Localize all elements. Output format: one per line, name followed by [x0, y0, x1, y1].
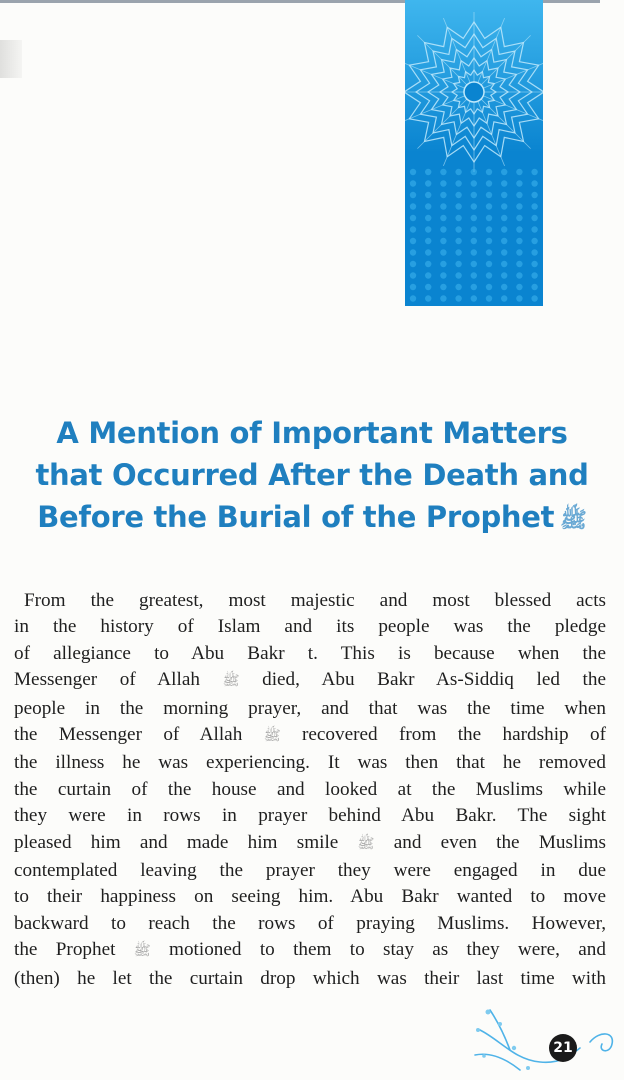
title-line: A Mention of Important Matters [56, 416, 568, 450]
line-text: the Prophet [14, 939, 134, 961]
paragraph-line: they were in rows in prayer behind Abu Bakr. The sight [14, 805, 606, 827]
line-text: recovered from the hardship of [280, 724, 606, 746]
paragraph-line: the illness he was experiencing. It was then that he removed [14, 752, 606, 774]
paragraph-line: From the greatest, most majestic and most blessed acts [24, 590, 606, 611]
line-text: the Messenger of Allah [14, 724, 264, 746]
paragraph-line: of allegiance to Abu Bakr t. This is because when the [14, 642, 606, 664]
geometric-pattern-icon [405, 0, 543, 306]
paragraph-line [14, 722, 606, 750]
page-edge-shadow [0, 40, 22, 78]
line-text: and even the Muslims [374, 831, 606, 853]
salutation-icon: ﷺ [133, 944, 151, 960]
salutation-icon: ﷺ [263, 729, 281, 745]
paragraph-line: people in the morning prayer, and that was the time when [14, 697, 606, 719]
salutation-icon: ﷺ [222, 674, 240, 690]
decorative-banner [405, 0, 543, 306]
salutation-icon: ﷺ [357, 836, 375, 852]
paragraph-line [14, 937, 606, 965]
paragraph-line [14, 667, 606, 695]
page-number: 21 [549, 1034, 577, 1062]
paragraph-line: in the history of Islam and its people was the pledge [14, 616, 606, 638]
paragraph-line: (then) he let the curtain drop which was their last time with [14, 967, 606, 989]
paragraph-line: the curtain of the house and looked at the Muslims while [14, 778, 606, 800]
title-line-text: Before the Burial of the Prophet [37, 500, 555, 534]
paragraph-line [14, 830, 606, 858]
body-paragraph [14, 588, 606, 992]
line-text: motioned to them to stay as they were, and [150, 939, 606, 961]
floral-ornament-icon [470, 1000, 620, 1080]
title-line: that Occurred After the Death and [35, 458, 589, 492]
title-line [20, 496, 604, 542]
paragraph-line: to their happiness on seeing him. Abu Bakr wanted to move [14, 886, 606, 908]
line-text: pleased him and made him smile [14, 831, 358, 853]
paragraph-line: backward to reach the rows of praying Muslims. However, [14, 912, 606, 934]
line-text: died, Abu Bakr As-Siddiq led the [239, 669, 606, 691]
paragraph-line: contemplated leaving the prayer they were engaged in due [14, 860, 606, 882]
chapter-title [20, 412, 604, 542]
line-text: Messenger of Allah [14, 669, 223, 691]
salutation-icon: ﷺ [560, 508, 587, 533]
